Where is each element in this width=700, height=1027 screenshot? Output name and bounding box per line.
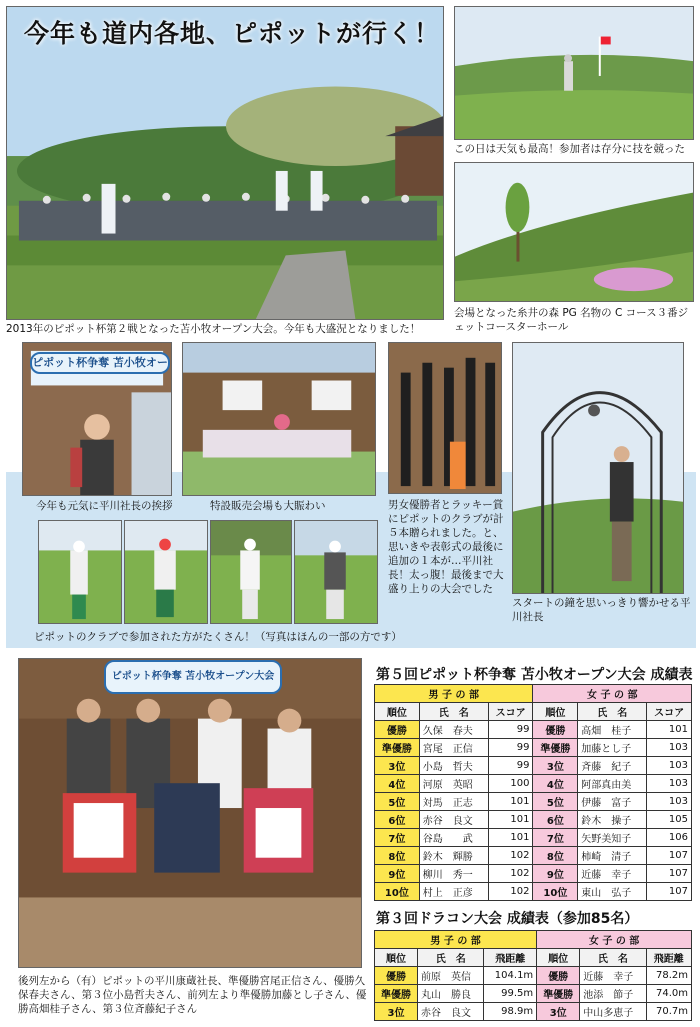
course-photo — [454, 162, 694, 302]
col-name: 氏 名 — [418, 949, 484, 967]
results-female-header: 女 子 の 部 — [533, 685, 692, 703]
table-row: 4位 河原 英昭 100 4位 阿部真由美 103 — [375, 775, 692, 793]
col-name: 氏 名 — [419, 703, 488, 721]
sign-top: ピポット杯争奪 苫小牧オー — [30, 352, 170, 374]
clubs-photo — [388, 342, 502, 494]
table-row: 優勝 前原 英信 104.1m 優勝 近藤 幸子 78.2m — [375, 967, 692, 985]
caption-weather: この日は天気も最高！参加者は存分に技を競った — [454, 143, 685, 155]
results-male-header: 男 子 の 部 — [375, 685, 533, 703]
group-photo — [18, 658, 362, 968]
col-rank: 順位 — [375, 949, 418, 967]
table-row: 6位 赤谷 良文 101 6位 鈴木 操子 105 — [375, 811, 692, 829]
caption-sales: 特設販売会場も大賑わい — [210, 500, 326, 512]
caption-president: 今年も元気に平川社長の挨拶 — [36, 500, 173, 512]
caption-bell: スタートの鐘を思いっきり響かせる平川社長 — [512, 597, 691, 623]
table-row: 10位 村上 正彦 102 10位 東山 弘子 107 — [375, 883, 692, 901]
drive-male-header: 男 子 の 部 — [375, 931, 537, 949]
player-photo-3 — [210, 520, 292, 624]
crowd-photo — [6, 6, 444, 320]
table-row: 7位 谷島 武 101 7位 矢野美知子 106 — [375, 829, 692, 847]
sales-photo — [182, 342, 376, 496]
drive-female-header: 女 子 の 部 — [537, 931, 692, 949]
page-headline: 今年も道内各地、ピポットが行く！ — [24, 19, 441, 48]
bell-photo — [512, 342, 684, 594]
player-photo-4 — [294, 520, 378, 624]
caption-main: 2013年のピポット杯第２戦となった苫小牧オープン大会。今年も大盛況となりました！ — [6, 323, 421, 335]
player-photo-2 — [124, 520, 208, 624]
col-score: スコア — [647, 703, 692, 721]
drive-title: 第３回ドラコン大会 成績表（参加85名） — [376, 911, 639, 927]
table-row: 3位 小島 哲夫 99 3位 斉藤 紀子 103 — [375, 757, 692, 775]
drive-table — [374, 930, 692, 1021]
col-rank: 順位 — [375, 703, 420, 721]
col-rank: 順位 — [537, 949, 580, 967]
results-title: 第５回ピポット杯争奪 苫小牧オープン大会 成績表 — [376, 667, 693, 683]
col-distance: 飛距離 — [646, 949, 691, 967]
table-row: 優勝 久保 春夫 99 優勝 高畑 桂子 101 — [375, 721, 692, 739]
col-name: 氏 名 — [580, 949, 646, 967]
results-table — [374, 684, 692, 901]
table-row: 準優勝 丸山 勝良 99.5m 準優勝 池添 節子 74.0m — [375, 985, 692, 1003]
caption-clubs: 男女優勝者とラッキー賞にピポットのクラブが計５本贈られました。と、思いきや表彰式の最後に追加の１本が…平川社長！太っ腹！最後まで大盛り上りの大会でした — [388, 499, 504, 595]
caption-players: ピポットのクラブで参加された方がたくさん！（写真はほんの一部の方です） — [34, 631, 402, 643]
col-distance: 飛距離 — [484, 949, 537, 967]
table-row: 準優勝 宮尾 正信 99 準優勝 加藤とし子 103 — [375, 739, 692, 757]
table-row: 8位 鈴木 輝勝 102 8位 柿崎 清子 107 — [375, 847, 692, 865]
caption-course: 会場となった糸井の森 PG 名物の C コース３番ジェットコースターホール — [454, 307, 689, 333]
col-score: スコア — [488, 703, 533, 721]
player-photo-1 — [38, 520, 122, 624]
sign-bottom: ピポット杯争奪 苫小牧オープン大会 — [104, 660, 282, 694]
col-rank: 順位 — [533, 703, 578, 721]
golfer-photo — [454, 6, 694, 140]
table-row: 9位 柳川 秀一 102 9位 近藤 幸子 107 — [375, 865, 692, 883]
table-row: 5位 対馬 正志 101 5位 伊藤 富子 103 — [375, 793, 692, 811]
col-name: 氏 名 — [578, 703, 647, 721]
caption-group: 後列左から（有）ピポットの平川康蔵社長、準優勝宮尾正信さん、優勝久保春夫さん、第３位小島哲夫さん、前列左より準優勝加藤とし子さん、優勝高畑桂子さん、第３位斉藤紀子さん — [18, 975, 367, 1015]
table-row: 3位 赤谷 良文 98.9m 3位 中山多恵子 70.7m — [375, 1003, 692, 1021]
